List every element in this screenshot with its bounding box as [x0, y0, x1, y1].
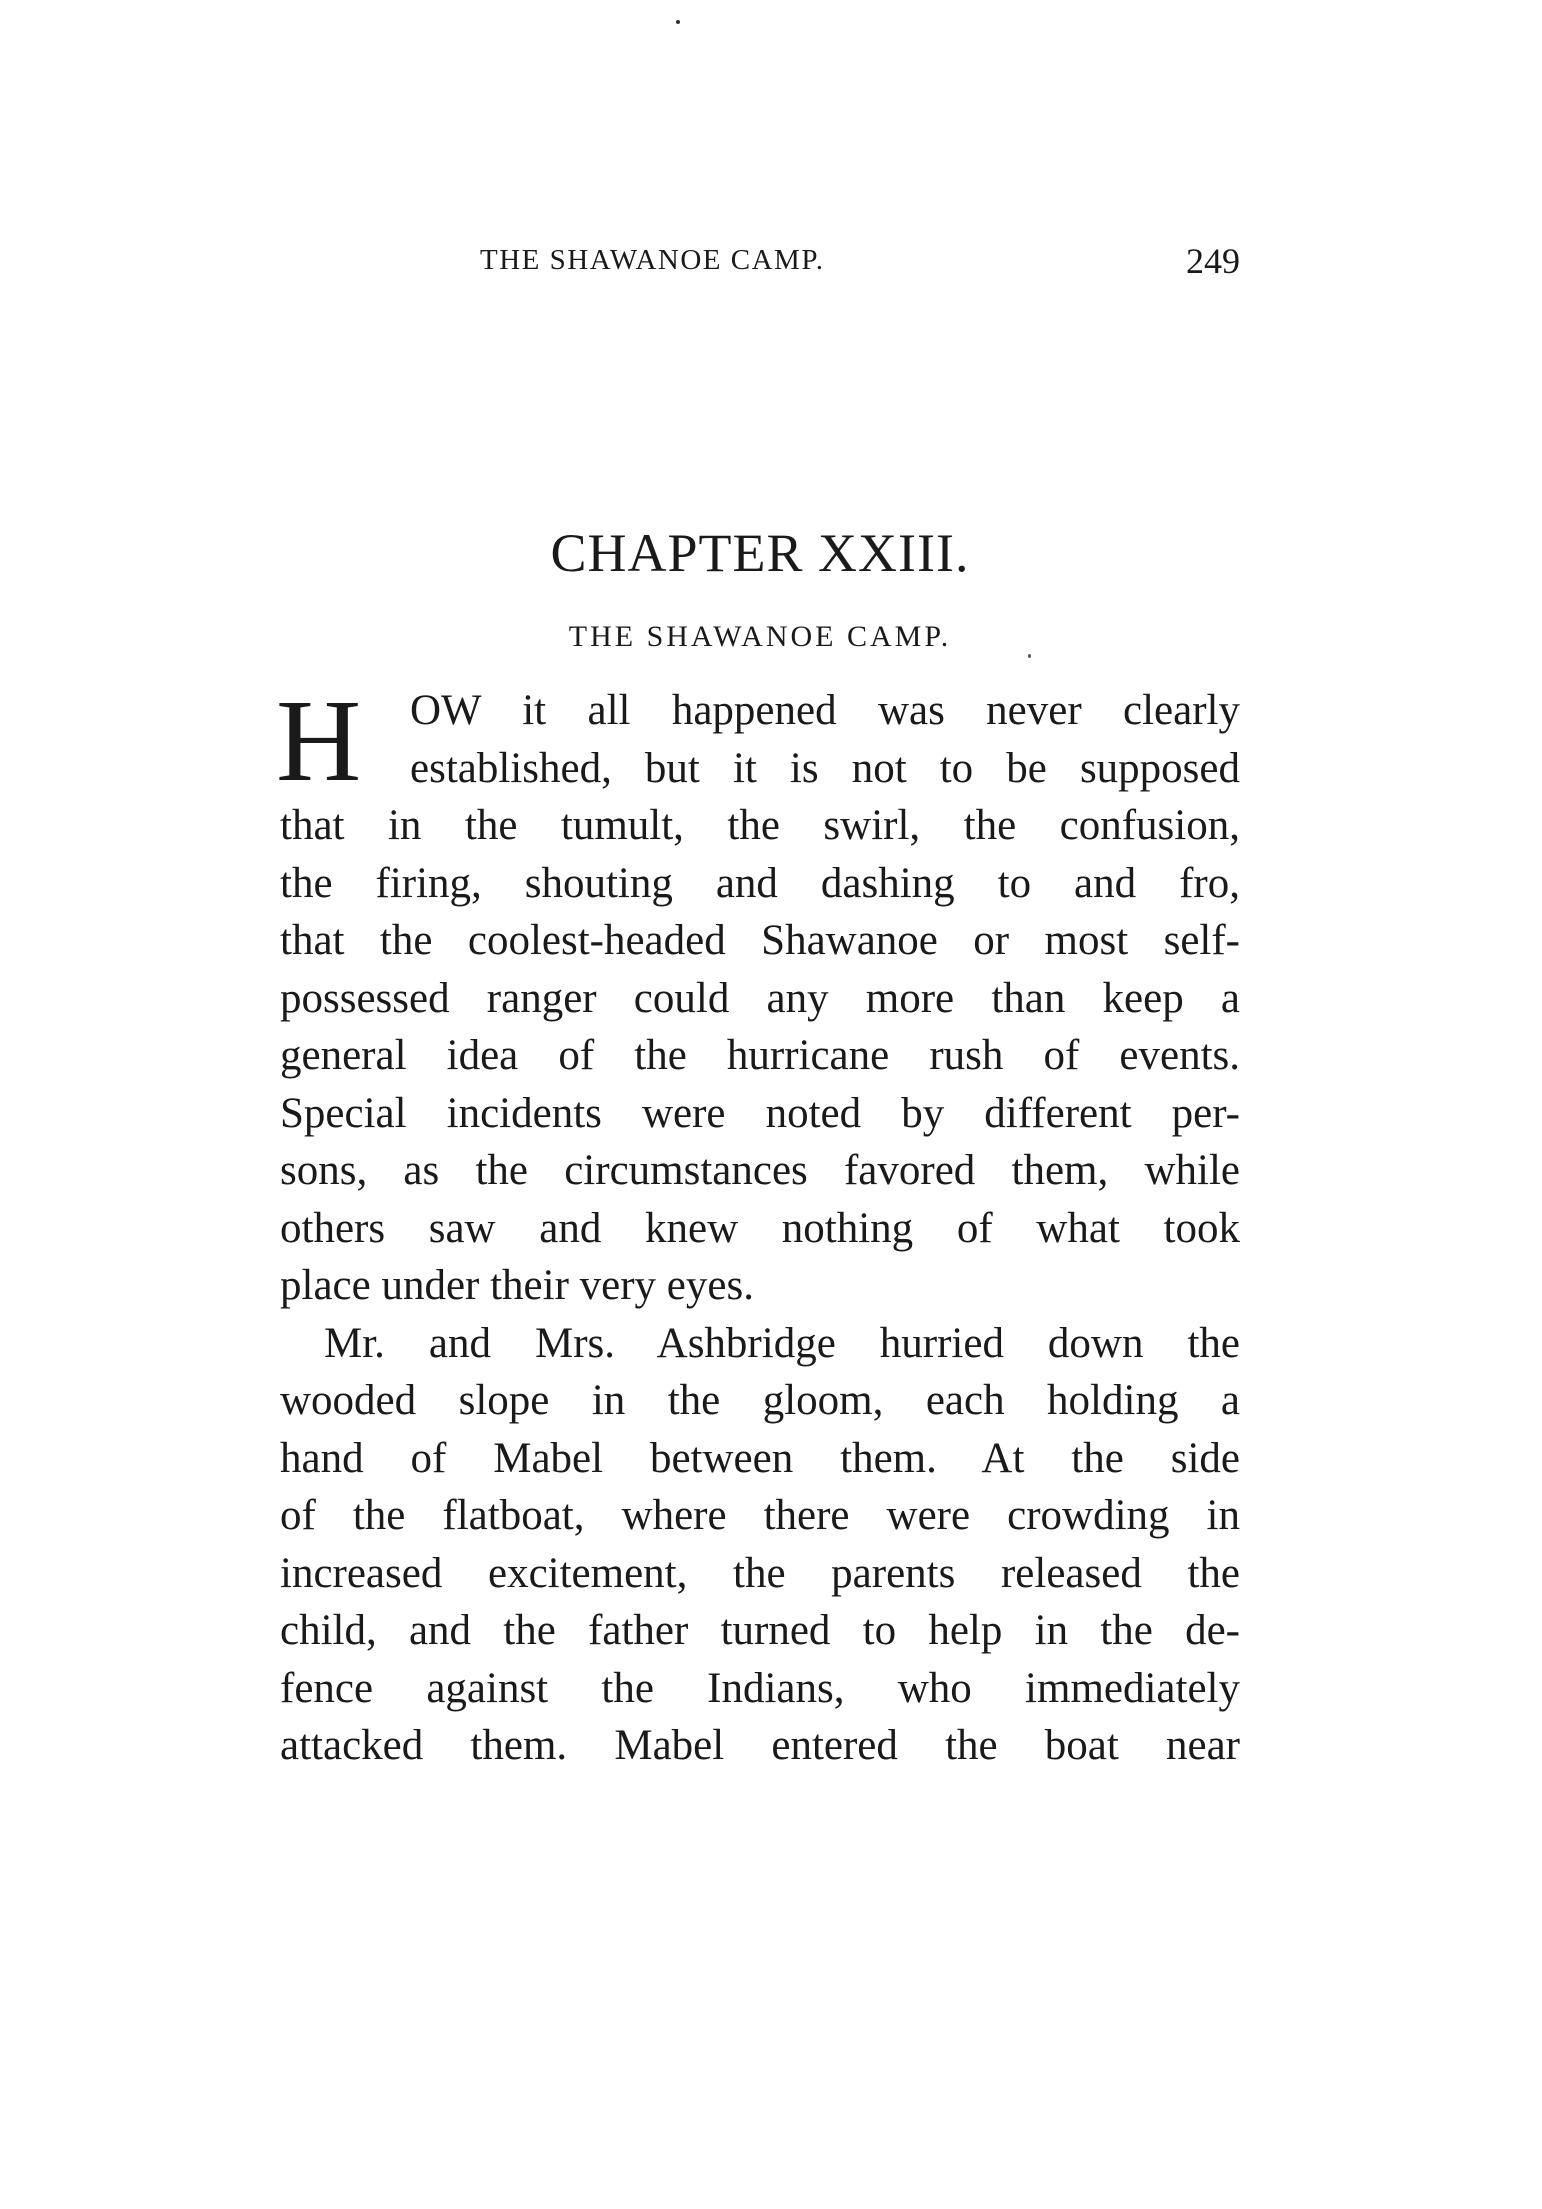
text-line: established, but it is not to be supposed: [410, 744, 1240, 792]
text-line: Special incidents were noted by different per-: [280, 1089, 1240, 1137]
text-line: hand of Mabel between them. At the side: [280, 1434, 1240, 1482]
running-head: [280, 240, 1240, 290]
text-line: general idea of the hurricane rush of events.: [280, 1032, 1240, 1079]
body-text: [276, 675, 1240, 1775]
paragraph: [280, 682, 1240, 1315]
text-line: place under their very eyes.: [280, 1262, 754, 1309]
text-line: possessed ranger could any more than keep a: [280, 974, 1240, 1022]
text-line: the firing, shouting and dashing to and fro,: [280, 859, 1240, 907]
text-line: Mr. and Mrs. Ashbridge hurried down the: [324, 1319, 1240, 1367]
chapter-subtitle: THE SHAWANOE CAMP.: [568, 620, 952, 653]
text-line: increased excitement, the parents released the: [280, 1549, 1240, 1597]
text-line: sons, as the circumstances favored them, while: [280, 1147, 1240, 1194]
print-speck: [676, 20, 680, 24]
text-line: of the flatboat, where there were crowding in: [280, 1492, 1240, 1539]
print-speck: [1028, 654, 1031, 658]
text-line: that in the tumult, the swirl, the confusion,: [280, 802, 1240, 849]
drop-cap: H: [276, 675, 362, 806]
text-line: others saw and knew nothing of what took: [280, 1204, 1240, 1252]
text-line: that the coolest-headed Shawanoe or most self-: [280, 917, 1240, 964]
text-line: child, and the father turned to help in the de-: [280, 1607, 1240, 1654]
text-line: wooded slope in the gloom, each holding a: [280, 1377, 1240, 1424]
page-number: 249: [1186, 241, 1240, 281]
chapter-heading: CHAPTER XXIII.: [550, 523, 970, 583]
text-line: attacked them. Mabel entered the boat near: [280, 1722, 1240, 1769]
running-title: THE SHAWANOE CAMP.: [480, 244, 825, 276]
text-line: fence against the Indians, who immediately: [280, 1664, 1240, 1712]
paragraph: [280, 1315, 1240, 1775]
text-line: OW it all happened was never clearly: [410, 687, 1240, 734]
